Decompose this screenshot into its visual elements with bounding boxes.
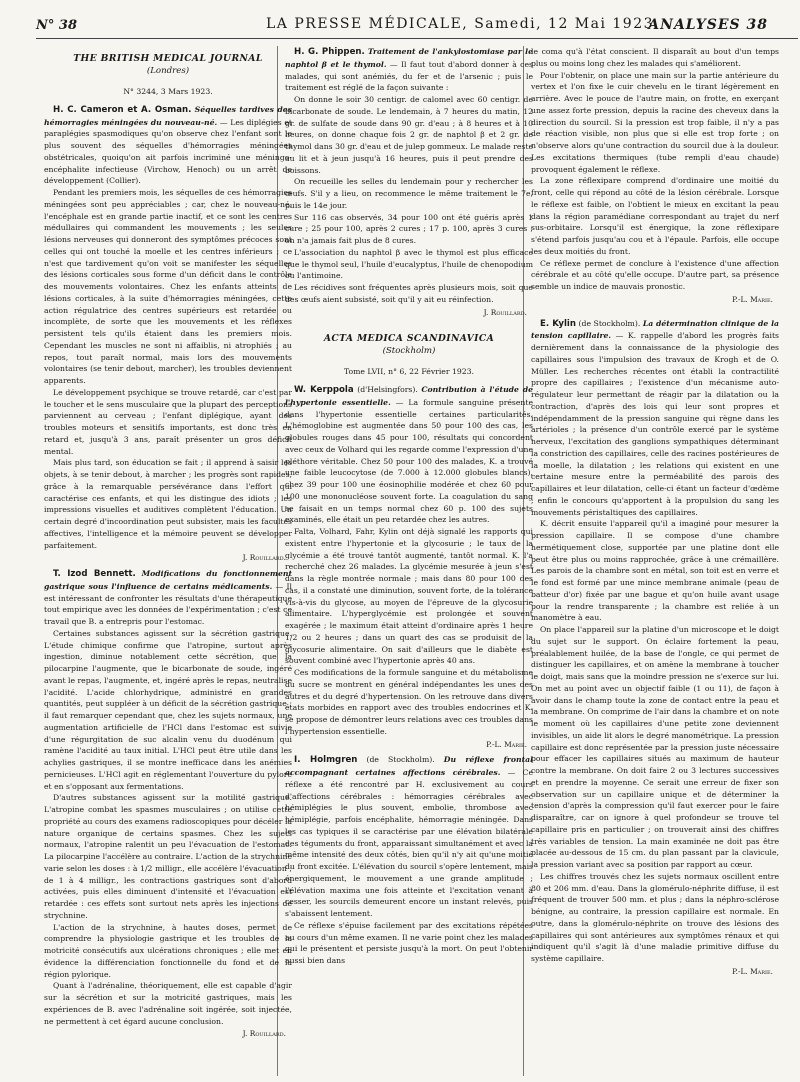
article-authors: H. G. Phippen. bbox=[294, 47, 365, 57]
article-paragraph: Mais plus tard, son éducation se fait ; il apprend à saisir les objets, à se tenir debout, à marcher ; les progrès sont rapides, grâce à la remarquable persévérance dans l'effort qui caractérise ces enfants, et qui les distingue des idiots ; les impressions visuelles et auditives complètent l'éducation. Un certain degré d'incoordination peut subsister, mais les facultés affectives, l'intelligence et la mémoire peuvent se développer parfaitement. bbox=[44, 458, 292, 550]
article-lead bbox=[285, 384, 533, 526]
article-title: Contribution à l'étude de l'hypertonie essentielle. bbox=[285, 385, 533, 407]
article-paragraph: Pendant les premiers mois, les séquelles de ces hémorragies méningées sont peu appréciables ; car, chez le nouveau-né, l'encéphale est en grande partie inactif, et ce sont les centres médullaires qui commandent les mouvements ; les seules lésions nerveuses qui donneront des symptômes précoces sont celles qui ont touché la moelle et les centres inférieurs ; ce n'est que tardivement qu'on voit se manifester les séquelles des lésions corticales sous forme d'un déficit dans le contrôle des mouvements volontaires. Chez les enfants atteints de lésions corticales, à la suite d'hémorragies méningées, cette action régulatrice des centres supérieurs est retardée ou incomplète, de sorte que les mouvements et les réflexes persistent tels qu'ils étaient dans les premiers mois. Cependant les muscles ne sont ni affaiblis, ni atrophiés ; au repos, tout paraît normal, mais lors des mouvements volontaires (se tenir debout, marcher), les troubles deviennent apparents. bbox=[44, 188, 292, 385]
article-paragraph: La zone réflexipare comprend d'ordinaire une moitié du front, celle qui répond au côté de la lésion cérébrale. Lorsque le réflexe est faible, on l'obtient le mieux en excitant la peau dans la région paramédiane correspondant au trajet du nerf sus-orbitaire. Lorsqu'il est énergique, la zone réflexipare s'étend parfois jusqu'au cou et à l'épaule. Parfois, elle occupe les deux moitiés du front. bbox=[531, 176, 779, 256]
article-signature: P.-L. Marie. bbox=[732, 294, 773, 304]
article-paragraph: Quant à l'adrénaline, théoriquement, elle est capable d'agir sur la sécrétion et sur la motricité gastriques, mais les expériences de B. avec l'adrénaline soit ingérée, soit injectée, ne permettent à cet égard aucune conclusion. bbox=[44, 981, 292, 1026]
article-paragraph: On donne le soir 30 centigr. de calomel avec 60 centigr. de bicarbonate de soude. Le lendemain, à 7 heures du matin, 12 gr. de sulfate de soude dans 90 gr. d'eau ; à 8 heures et à 10 heures, on donne chaque fois 2 gr. de naphtol β et 2 gr. de thymol dans 30 gr. d'eau et de julep gommeux. Le malade reste au lit et à jeun jusqu'à 16 heures, puis il peut prendre des boissons. bbox=[285, 95, 533, 175]
article-paragraph: Pour l'obtenir, on place une main sur la partie antérieure du vertex et l'on fixe le cuir chevelu en le tirant légèrement en arrière. Avec le pouce de l'autre main, on frotte, en exerçant une assez forte pression, depuis la racine des cheveux dans la direction du sourcil. Si la pression est trop faible, il n'y a pas de réaction visible, non plus que si elle est trop forte ; on n'observe alors qu'une contraction du sourcil due à la douleur. Les excitations thermiques (tube rempli d'eau chaude) provoquent également le réflexe. bbox=[531, 70, 779, 174]
journal-city: (Stockholm) bbox=[382, 346, 436, 357]
article-paragraph: L'association du naphtol β avec le thymol est plus efficace que le thymol seul, l'huile d'eucalyptus, l'huile de chenopodium ou l'antimoine. bbox=[285, 247, 533, 281]
article-signature: J. Rouillard. bbox=[242, 1029, 286, 1039]
section-title: ANALYSES 38 bbox=[648, 17, 768, 33]
article-authors: E. Kylin bbox=[540, 318, 576, 329]
header-rule bbox=[36, 38, 798, 39]
article-title: Traitement de l'ankylostomiase par le naphtol β et le thymol. bbox=[285, 47, 533, 69]
article-title: La détermination clinique de la tension capillaire. bbox=[531, 318, 779, 341]
article-paragraph: Le développement psychique se trouve retardé, car c'est par le toucher et le sens musculaire que la plupart des perceptions parviennent au cerveau ; l'enfant diplégique, ayant des troubles moteurs et sensitifs importants, est donc très en retard et, jusqu'à 3 ans, paraît présenter un gros déficit mental. bbox=[44, 387, 292, 456]
article-text: — La formule sanguine présente dans l'hypertonie essentielle certaines particularités. L'hémoglobine est augmentée dans 50 pour 100 des cas, les globules rouges dans 45 pour 100, résultats qui concordent avec ceux de Volhard qui les regarde comme l'expression d'une pléthore véritable. Chez 50 pour 100 des malades, K. a trouvé une faible leucocytose (de 7.000 à 12.000 globules blancs), chez 39 pour 100 une éosinophilie modérée et chez 60 pour 100 une mononucléose souvent forte. La coagulation du sang se faisait en un temps normal chez 60 p. 100 des sujets examinés, elle était un peu retardée chez les autres. bbox=[285, 397, 533, 525]
article-affiliation: (de Stockholm). bbox=[578, 318, 641, 328]
column-left bbox=[44, 46, 292, 1076]
article-authors: I. Holmgren bbox=[294, 755, 358, 766]
article-paragraph: Ce réflexe permet de conclure à l'existence d'une affection cérébrale et au côté qu'elle occupe. D'autre part, sa présence semble un indice de mauvais pronostic. bbox=[531, 258, 779, 291]
article-signature: P.-L. Marie. bbox=[486, 739, 527, 749]
article-lead bbox=[44, 568, 292, 628]
article-paragraph: Certaines substances agissent sur la sécrétion gastrique. L'étude chimique confirme que l'atropine, surtout après ingestion, diminue notablement cette sécrétion, que la pilocarpine l'augmente, que le bicarbonate de soude, ingéré avant le repas, l'augmente, et, ingéré après le repas, neutralise l'acidité. L'acide chlorhydrique, administré en grandes quantités, peut suppléer à un déficit de la sécrétion gastrique ; il faut remarquer cependant que, chez les sujets normaux, une augmentation artificielle de l'HCl dans l'estomac est suivie d'une régurgitation de suc alcalin venu du duodénum qui ramène l'acidité au taux initial. L'HCl peut être utile dans les achylies gastriques, il se montre inefficace dans les anémies pernicieuses. L'HCl agit en réglementant l'ouverture du pylore et en s'opposant aux fermentations. bbox=[44, 628, 292, 791]
journal-heading: ACTA MEDICA SCANDINAVICA bbox=[323, 333, 495, 345]
article-authors: H. C. Cameron et A. Osman. bbox=[53, 104, 192, 115]
article-lead bbox=[44, 104, 292, 187]
article-title: Modifications du fonctionnement gastrique sous l'influence de certains médicaments. bbox=[44, 569, 292, 591]
article-authors: T. Izod Bennett. bbox=[53, 569, 136, 579]
article-paragraph: Ces modifications de la formule sanguine et du métabolisme du sucre se montrent en général indépendantes les unes des autres et du degré d'hypertension. On les retrouve dans divers états morbides en rapport avec des troubles endocrines et K. se propose de démontrer leurs relations avec ces troubles dans l'hypertension essentielle. bbox=[285, 668, 533, 736]
article-paragraph: le coma qu'à l'état conscient. Il disparaît au bout d'un temps plus ou moins long chez les malades qui s'améliorent. bbox=[531, 47, 779, 68]
article-title: Du réflexe frontal accompagnant certaines affections cérébrales. bbox=[285, 755, 533, 777]
article-paragraph: Les chiffres trouvés chez les sujets normaux oscillent entre 80 et 206 mm. d'eau. Dans la glomérulo-néphrite diffuse, il est fréquent de trouver 500 mm. et plus ; dans la néphro-sclérose bénigne, au contraire, la pression capillaire est normale. En outre, dans la glomérulo-néphrite on trouve des lésions des capillaires qui sont antérieures aux symptômes rénaux et qui indiquent qu'il s'agit là d'une maladie primitive diffuse du système capillaire. bbox=[531, 871, 779, 963]
article-text: — Il est intéressant de confronter les résultats d'une thérapeutique tout empirique avec les données de l'expérimentation ; c'est ce travail que B. a entrepris pour l'estomac. bbox=[44, 581, 292, 626]
article-paragraph: Falta, Volhard, Fahr, Kylin ont déjà signalé les rapports qui existent entre l'hypertonie et la glycosurie ; le taux de la glycémie a été trouvé tantôt augmenté, tantôt normal. K. l'a recherché chez 26 malades. La glycémie mesurée à jeun s'est dans la règle montrée normale ; mais dans 80 pour 100 des cas, il a constaté une diminution, souvent forte, de la tolérance vis-à-vis du glycose, au moyen de l'épreuve de la glycosurie alimentaire. L'hyperglycémie est prolongée et souvent exagérée ; le maximum était atteint d'ordinaire après 1 heure 1/2 ou 2 heures ; dans un quart des cas se produisit de la glycosurie alimentaire. On sait d'ailleurs que le diabète est souvent combiné avec l'hypertonie après 40 ans. bbox=[285, 527, 533, 666]
article-paragraph: K. décrit ensuite l'appareil qu'il a imaginé pour mesurer la pression capillaire. Il se compose d'une chambre hermétiquement close, supportée par une platine dont elle peut être plus ou moins rapprochée, grâce à une crémaillère. Les parois de la chambre sont en métal, son toit est en verre et le fond est formé par une mince membrane animale (peau de batteur d'or) fixée par une bague et qu'on huile avant usage pour la rendre transparente ; la chambre est reliée à un manomètre à eau. bbox=[531, 519, 779, 623]
article-paragraph: Ce réflexe s'épuise facilement par des excitations répétées au cours d'un même examen. Il ne varie point chez les malades qui le présentent et persiste jusqu'à la mort. On peut l'obtenir aussi bien dans bbox=[285, 920, 533, 965]
article-signature: J. Rouillard. bbox=[242, 553, 286, 563]
article-signature: P.-L. Marie. bbox=[732, 966, 773, 976]
issue-reference: N° 3244, 3 Mars 1923. bbox=[123, 87, 213, 96]
article-lead bbox=[285, 46, 533, 94]
article-text: — Les diplégies et paraplégies spasmodiques qu'on observe chez l'enfant sont le plus souvent des séquelles d'hémorragies méningées obstétricales, quoiqu'on ait parfois incriminé une méningo-encéphalite infectieuse (Virchow, Henoch) ou un arrêt de développement (Collier). bbox=[44, 117, 292, 186]
article-lead bbox=[285, 754, 533, 920]
article-affiliation: (de Stockholm). bbox=[366, 755, 435, 765]
article-signature: J. Rouillard. bbox=[483, 307, 527, 317]
issue-reference: Tome LVII, n° 6, 22 Février 1923. bbox=[343, 367, 474, 377]
journal-heading: THE BRITISH MEDICAL JOURNAL bbox=[73, 53, 263, 64]
article-paragraph: Les récidives sont fréquentes après plusieurs mois, soit que des œufs aient subsisté, soit qu'il y ait eu réinfection. bbox=[285, 283, 533, 304]
article-paragraph: L'action de la strychnine, à hautes doses, permet de comprendre la physiologie gastrique et les troubles de la motricité consécutifs aux ulcérations chroniques ; elle met en évidence la différenciation fonctionnelle du fond et de la région pylorique. bbox=[44, 922, 292, 979]
article-affiliation: (d'Helsingfors). bbox=[357, 385, 418, 394]
page-header bbox=[36, 14, 798, 36]
article-paragraph: On recueille les selles du lendemain pour y rechercher les œufs. S'il y a lieu, on recommence le même traitement le 7e, puis le 14e jour. bbox=[285, 177, 533, 210]
article-paragraph: Sur 116 cas observés, 34 pour 100 ont été guéris après 1 cure ; 25 pour 100, après 2 cures ; 17 p. 100, après 3 cures ; on n'a jamais fait plus de 8 cures. bbox=[285, 212, 533, 245]
column-middle bbox=[285, 46, 533, 1076]
article-authors: W. Kerppola bbox=[294, 385, 354, 395]
article-lead bbox=[531, 318, 779, 519]
article-paragraph: On place l'appareil sur la platine d'un microscope et le doigt du sujet sur le support. On éclaire fortement la peau, préalablement huilée, de la base de l'ongle, ce qui permet de distinguer les capillaires, et on amène la membrane à toucher le doigt, mais sans que la moindre pression ne s'exerce sur lui. On met au point avec un objectif faible (1 ou 11), de façon à avoir dans le champ toute la zone de contact entre la peau et la membrane. On comprime de l'air dans la chambre et on note le moment où les capillaires d'une petite zone deviennent invisibles, un aide lit alors le degré manométrique. La pression capillaire est donc représentée par la pression juste nécessaire pour effacer les capillaires situés au maximum de hauteur contre la membrane. On doit faire 2 ou 3 lectures successives et en prendre la moyenne. Ce serait une erreur de fixer son observation sur un capillaire unique et de déterminer la tension d'après la compression qu'il faut exercer pour le faire disparaître, car on ignore à quel profondeur se trouve tel capillaire pris en particulier ; on trouverait ainsi des chiffres très variables de tension. La main examinée ne doit pas être placée au-dessous de 15 cm. du plan passant par la clavicule, la pression variant avec sa position par rapport au cœur. bbox=[531, 625, 779, 869]
article-paragraph: D'autres substances agissent sur la motilité gastrique. L'atropine combat les spasmes musculaires ; on utilise cette propriété au cours des examens radioscopiques pour décéler la nature organique de certains spasmes. Chez les sujets normaux, l'atropine ralentit un peu l'évacuation de l'estomac. La pilocarpine l'accélère au contraire. L'action de la strychnine varie selon les doses : à 1/2 milligr., elle accélère l'évacuation ; de 1 à 4 milligr., les contractions gastriques sont d'abord activées, puis elles diminuent d'intensité et l'évacuation est retardée : ces effets sont surtout nets après les injections de strychnine. bbox=[44, 793, 292, 920]
page-number: N° 38 bbox=[36, 18, 77, 33]
journal-city: (Londres) bbox=[146, 66, 190, 76]
article-text: — K. rappelle d'abord les progrès faits dernièrement dans la connaissance de la physiologie des capillaires sous l'impulsion des travaux de Krogh et de O. Müller. Les recherches récentes ont établi la contractilité propre des capillaires ; l'existence d'un mécanisme auto-régulateur leur permettant de réagir par la dilatation ou la contraction, d'après des lois qui leur sont propres et indépendamment de la pression sanguine qui règne dans les artérioles ; la présence d'un contrôle exercé par le système nerveux, l'excitation des ganglions sympathiques déterminant la constriction des capillaires, celle des racines postérieures de la moelle, la dilatation ; les relations qui existent en une certaine mesure entre la perméabilité des parois des capillaires et leur dilatation, celle-ci étant un facteur d'œdème ; enfin le concours qu'apportent à la propulsion du sang les mouvements péristaltiques des capillaires. bbox=[531, 331, 779, 517]
article-text: — Il faut tout d'abord donner à ces malades, qui sont anémiés, du fer et de l'arsenic ; puis le traitement est réglé de la façon suivante : bbox=[285, 59, 533, 93]
article-text: — Ce réflexe a été rencontré par H. exclusivement au cours d'affections cérébrales : hémorragies cérébrales avec hémiplégies le plus souvent, embolie, thrombose avec hémiplégie, parfois encéphalite, hémorragie méningée. Dans les cas typiques il se caractérise par une élévation bilatérale des téguments du front, apparaissant simultanément et avec la même intensité des deux côtés, bien qu'il n'y ait qu'une moitié du front excitée. L'élévation du sourcil s'opère lentement, mais énergiquement, le mouvement a une grande amplitude ; l'élévation maxima une fois atteinte et l'excitation venant à cesser, les sourcils demeurent encore un instant relevés, puis s'abaissent lentement. bbox=[285, 768, 533, 918]
article-title: Séquelles tardives des hémorragies méningées du nouveau-né. bbox=[44, 104, 292, 127]
journal-running-title: LA PRESSE MÉDICALE, Samedi, 12 Mai 1923 bbox=[266, 16, 655, 32]
column-right bbox=[531, 46, 779, 1076]
